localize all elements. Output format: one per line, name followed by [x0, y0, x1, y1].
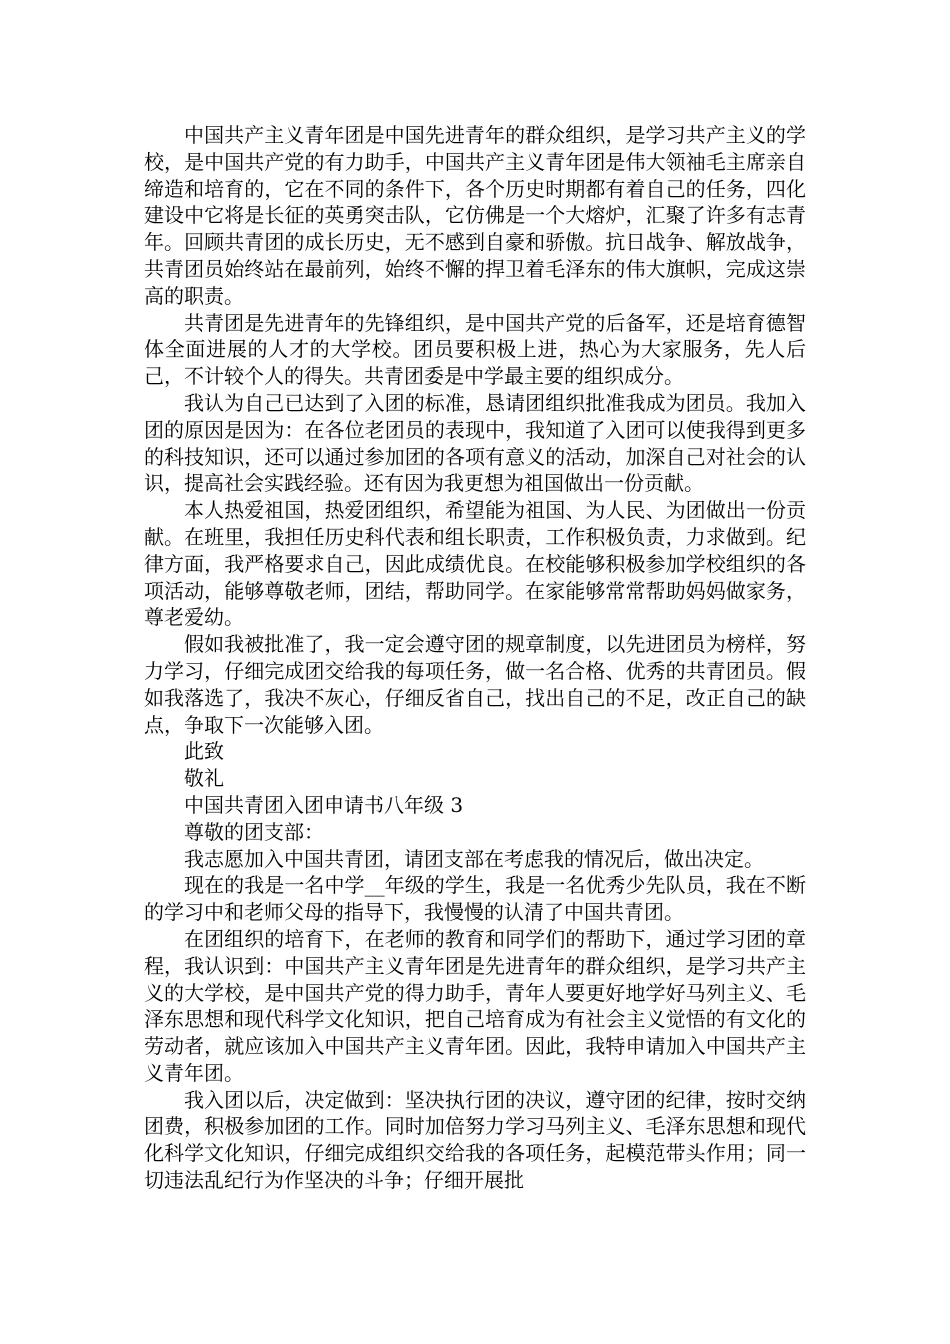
- paragraph-self-description: 本人热爱祖国，热爱团组织，希望能为祖国、为人民、为团做出一份贡献。在班里，我担任历史科代表和组长职责，工作积极负责，力求做到。纪律方面，我严格要求自己，因此成绩优良。在校能够积极参加学校组织的各项活动，能够尊敬老师，团结，帮助同学。在家能够常常帮助妈妈做家务，尊老爱幼。: [144, 498, 806, 630]
- closing-cizhi: 此致: [184, 739, 224, 764]
- section-heading: 中国共青团入团申请书八年级 3: [184, 792, 464, 817]
- paragraph-pledge: 我入团以后，决定做到：坚决执行团的决议，遵守团的纪律，按时交纳团费，积极参加团的工作。同时加倍努力学习马列主义、毛泽东思想和现代化科学文化知识，仔细完成组织交给我的各项任务，起模范带头作用；同一切违法乱纪行为作坚决的斗争；仔细开展批: [144, 1087, 806, 1193]
- paragraph-commitment: 假如我被批准了，我一定会遵守团的规章制度，以先进团员为榜样，努力学习，仔细完成团交给我的每项任务，做一名合格、优秀的共青团员。假如我落选了，我决不灰心，仔细反省自己，找出自己的不足，改正自己的缺点，争取下一次能够入团。: [144, 632, 806, 737]
- salutation: 尊敬的团支部：: [184, 819, 324, 844]
- paragraph-vanguard: 共青团是先进青年的先锋组织，是中国共产党的后备军，还是培育德智体全面进展的人才的大学校。团员要积极上进，热心为大家服务，先人后己，不计较个人的得失。共青团委是中学最主要的组织成分。: [144, 310, 806, 389]
- closing-jingli: 敬礼: [184, 766, 224, 791]
- paragraph-volunteer: 我志愿加入中国共青团，请团支部在考虑我的情况后，做出决定。: [184, 846, 764, 871]
- paragraph-understanding: 在团组织的培育下，在老师的教育和同学们的帮助下，通过学习团的章程，我认识到：中国共产主义青年团是先进青年的群众组织，是学习共产主义的大学校，是中国共产党的得力助手，青年人要更好地学好马列主义、毛泽东思想和现代科学文化知识，把自己培育成为有社会主义觉悟的有文化的劳动者，就应该加入中国共产主义青年团。因此，我特申请加入中国共产主义青年团。: [144, 926, 806, 1085]
- paragraph-intro-league: 中国共产主义青年团是中国先进青年的群众组织，是学习共产主义的学校，是中国共产党的有力助手，中国共产主义青年团是伟大领袖毛主席亲自缔造和培育的，它在不同的条件下，各个历史时期都有着自己的任务，四化建设中它将是长征的英勇突击队，它仿佛是一个大熔炉，汇聚了许多有志青年。回顾共青团的成长历史，无不感到自豪和骄傲。抗日战争、解放战争，共青团员始终站在最前列，始终不懈的捍卫着毛泽东的伟大旗帜，完成这崇高的职责。: [144, 123, 806, 308]
- paragraph-reasons: 我认为自己已达到了入团的标准，恳请团组织批准我成为团员。我加入团的原因是因为：在各位老团员的表现中，我知道了入团可以使我得到更多的科技知识，还可以通过参加团的各项有意义的活动，加深自己对社会的认识，提高社会实践经验。还有因为我更想为祖国做出一份贡献。: [144, 390, 806, 496]
- document-body: [144, 122, 806, 1194]
- paragraph-current-status: 现在的我是一名中学__年级的学生，我是一名优秀少先队员，我在不断的学习中和老师父母的指导下，我慢慢的认清了中国共青团。: [144, 873, 806, 925]
